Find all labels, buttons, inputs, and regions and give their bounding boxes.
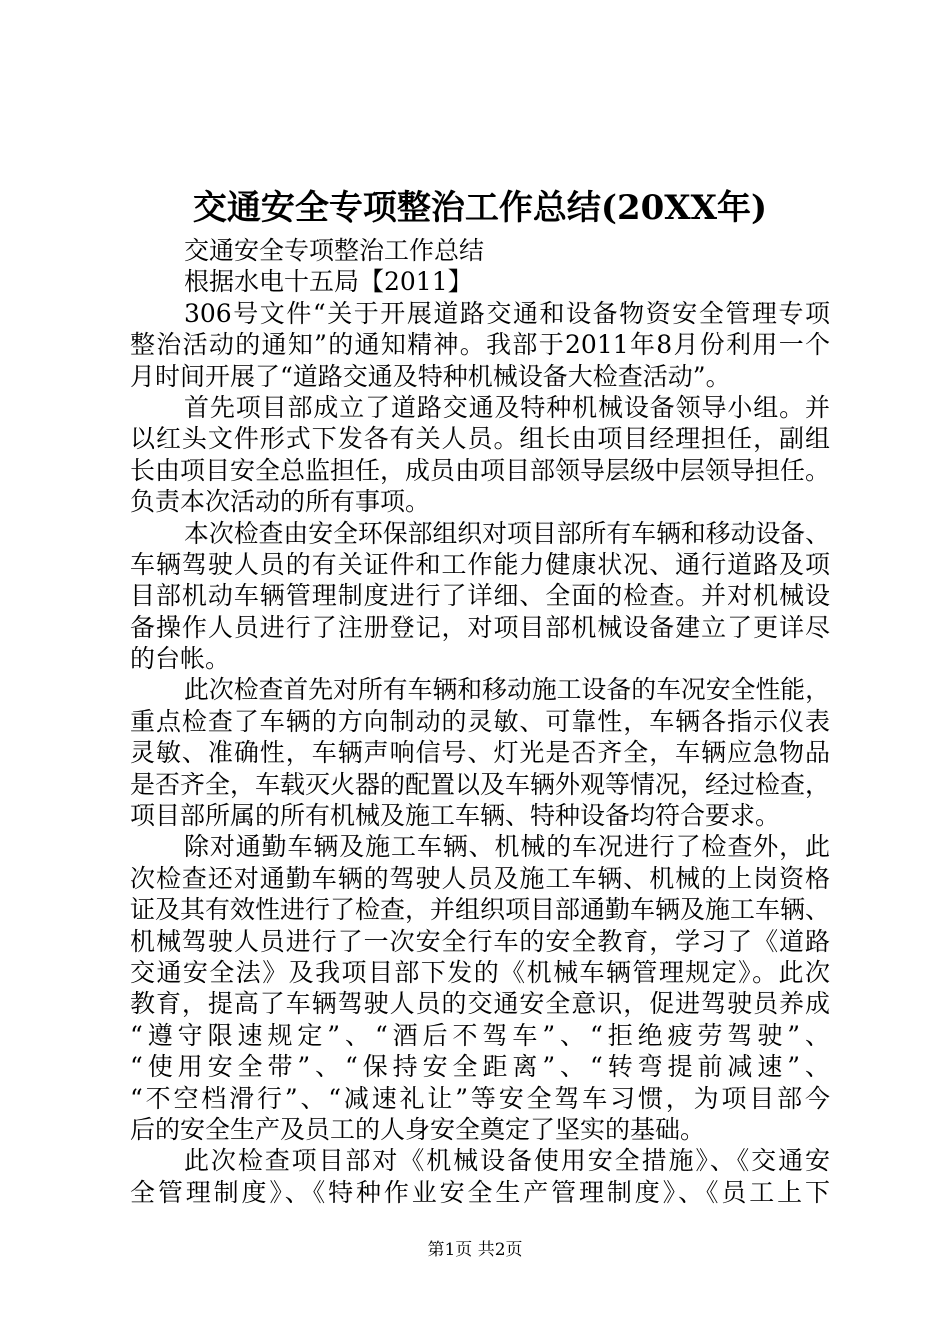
document-title: 交通安全专项整治工作总结(20XX年) [192,188,768,228]
text-line: 除对通勤车辆及施工车辆、机械的车况进行了检查外，此 [184,832,830,862]
text-line: 负责本次活动的所有事项。 [130,487,431,517]
text-line: 月时间开展了“道路交通及特种机械设备大检查活动”。 [130,361,731,391]
text-line: 整治活动的通知”的通知精神。我部于2011年8月份利用一个 [130,330,830,360]
text-line: 车辆驾驶人员的有关证件和工作能力健康状况、通行道路及项 [130,549,830,579]
text-line: “不空档滑行”、“减速礼让”等安全驾车习惯，为项目部今 [130,1083,830,1113]
text-line: 的台帐。 [130,644,231,674]
text-line: 目部机动车辆管理制度进行了详细、全面的检查。并对机械设 [130,581,830,611]
document-body [130,235,830,1208]
text-line: 备操作人员进行了注册登记，对项目部机械设备建立了更详尽 [130,612,830,642]
text-line: 证及其有效性进行了检查，并组织项目部通勤车辆及施工车辆、 [130,895,831,925]
text-line: “遵守限速规定”、“酒后不驾车”、“拒绝疲劳驾驶”、 [130,1020,830,1050]
text-line: 交通安全专项整治工作总结 [184,236,485,265]
text-line: 是否齐全，车载灭火器的配置以及车辆外观等情况，经过检查， [130,769,831,799]
text-line: 本次检查由安全环保部组织对项目部所有车辆和移动设备、 [184,518,830,548]
text-line: 项目部所属的所有机械及施工车辆、特种设备均符合要求。 [130,801,781,831]
page-footer: 第1页 共2页 [427,1240,523,1260]
text-line: 后的安全生产及员工的人身安全奠定了坚实的基础。 [130,1114,706,1144]
text-line: 重点检查了车辆的方向制动的灵敏、可靠性，车辆各指示仪表 [130,706,830,736]
text-line: “使用安全带”、“保持安全距离”、“转弯提前减速”、 [130,1052,830,1082]
text-line: 根据水电十五局【2011】 [184,267,473,297]
text-line: 此次检查项目部对《机械设备使用安全措施》、《交通安 [184,1146,830,1176]
text-line: 长由项目安全总监担任，成员由项目部领导层级中层领导担任。 [130,455,831,485]
text-line: 此次检查首先对所有车辆和移动施工设备的车况安全性能， [184,675,830,705]
text-line: 机械驾驶人员进行了一次安全行车的安全教育，学习了《道路 [130,926,830,956]
text-line: 全管理制度》、《特种作业安全生产管理制度》、《员工上下 [130,1177,830,1207]
text-line: 首先项目部成立了道路交通及特种机械设备领导小组。并 [184,392,830,422]
text-line: 以红头文件形式下发各有关人员。组长由项目经理担任，副组 [130,424,830,454]
text-line: 灵敏、准确性，车辆声响信号、灯光是否齐全，车辆应急物品 [130,738,830,768]
text-line: 教育，提高了车辆驾驶人员的交通安全意识，促进驾驶员养成 [130,989,830,1019]
text-line: 交通安全法》及我项目部下发的《机械车辆管理规定》。此次 [130,957,830,987]
text-line: 次检查还对通勤车辆的驾驶人员及施工车辆、机械的上岗资格 [130,863,830,893]
text-line: 306号文件“关于开展道路交通和设备物资安全管理专项 [184,298,830,328]
